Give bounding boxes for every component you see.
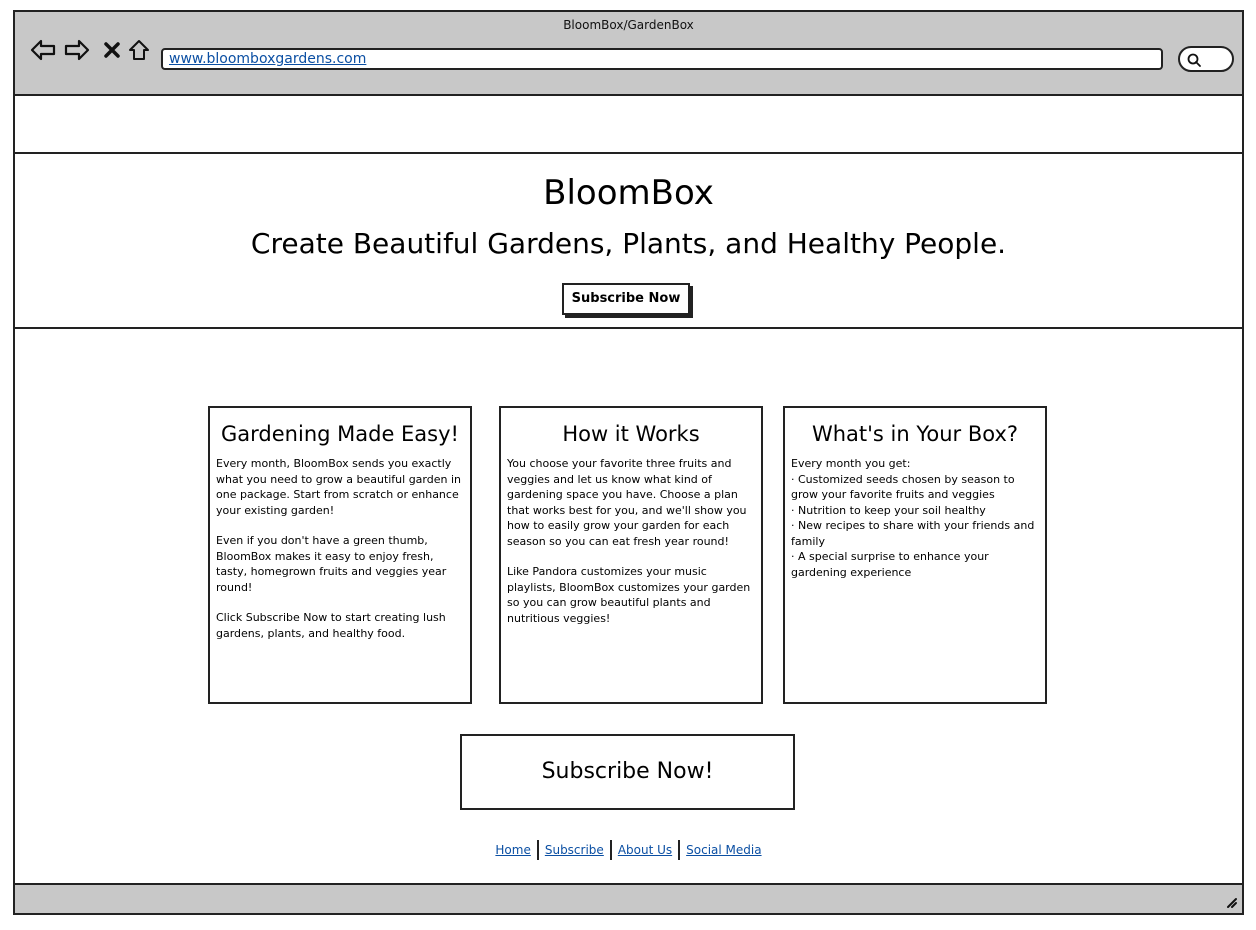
footer-nav [15, 840, 1242, 860]
resize-grip-icon[interactable] [1222, 893, 1238, 909]
url-text[interactable]: www.bloomboxgardens.com [169, 51, 367, 67]
footer-link-about-us[interactable]: About Us [617, 842, 673, 857]
card-whats-in-your-box [783, 406, 1047, 704]
card-body [216, 456, 464, 641]
browser-toolbar [15, 12, 1242, 96]
card-body [507, 456, 755, 626]
footer-link-social-media[interactable]: Social Media [686, 842, 762, 857]
card-title: What's in Your Box? [811, 422, 1019, 446]
divider [537, 840, 539, 860]
top-banner [15, 96, 1242, 154]
divider [610, 840, 612, 860]
home-icon[interactable] [127, 38, 151, 62]
browser-window [13, 10, 1244, 915]
card-intro: Every month you get: [791, 457, 911, 470]
subscribe-now-cta-button[interactable]: Subscribe Now! [460, 734, 795, 810]
subscribe-now-button[interactable]: Subscribe Now [562, 283, 690, 315]
footer-link-home[interactable]: Home [495, 842, 531, 857]
card-gardening-made-easy [208, 406, 472, 704]
footer-link-subscribe[interactable]: Subscribe [544, 842, 604, 857]
arrow-right-icon[interactable] [63, 38, 91, 62]
list-item: · New recipes to share with your friends and family [791, 519, 1035, 548]
card-how-it-works [499, 406, 763, 704]
card-paragraph: Every month, BloomBox sends you exactly what you need to grow a beautiful garden in one package. Start from scratch or enhance your existing garden! [216, 457, 462, 517]
card-body [791, 456, 1039, 580]
hero-section [15, 155, 1242, 329]
card-title: Gardening Made Easy! [221, 422, 459, 446]
address-bar[interactable] [161, 48, 1163, 70]
arrow-left-icon[interactable] [29, 38, 57, 62]
list-item: · Customized seeds chosen by season to grow your favorite fruits and veggies [791, 472, 1015, 501]
page-title: BloomBox [543, 173, 714, 213]
card-paragraph: You choose your favorite three fruits and veggies and let us know what kind of gardening space you have. Choose a plan that works best for you, and we'll show you how to easily grow your garden for each season so you can eat fresh year round! [507, 457, 747, 548]
card-paragraph: Like Pandora customizes your music playlists, BloomBox customizes your garden so you can grow beautiful plants and nutritious veggies! [507, 565, 751, 625]
divider [678, 840, 680, 860]
list-item: · A special surprise to enhance your gardening experience [791, 550, 989, 579]
card-paragraph: Even if you don't have a green thumb, BloomBox makes it easy to enjoy fresh, tasty, homegrown fruits and veggies year round! [216, 534, 447, 594]
window-title: BloomBox/GardenBox [563, 18, 694, 32]
search-icon [1186, 52, 1202, 68]
list-item: · Nutrition to keep your soil healthy [791, 503, 986, 517]
card-paragraph: Click Subscribe Now to start creating lush gardens, plants, and healthy food. [216, 611, 446, 640]
search-button[interactable] [1178, 46, 1234, 72]
close-icon[interactable] [103, 38, 121, 62]
status-bar [15, 883, 1242, 913]
hero-tagline: Create Beautiful Gardens, Plants, and Healthy People. [250, 227, 1007, 260]
card-title: How it Works [562, 422, 700, 446]
